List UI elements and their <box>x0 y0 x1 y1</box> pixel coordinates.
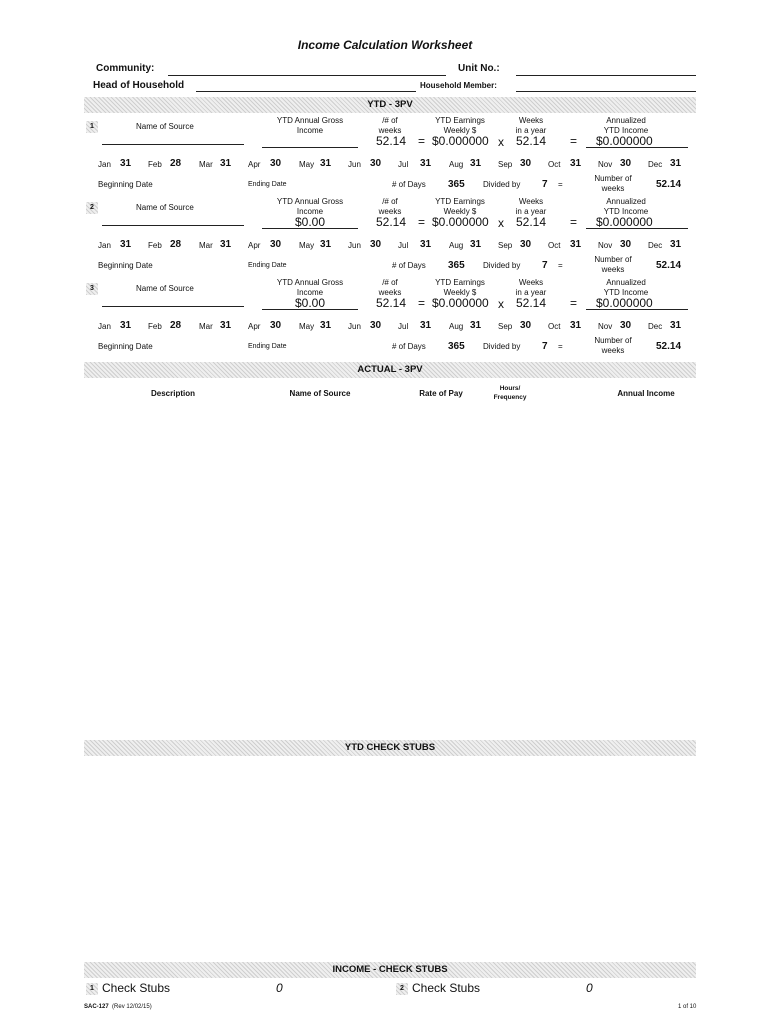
ytd-annualized-header: Annualized YTD Income <box>603 278 649 297</box>
month-days: 30 <box>270 320 282 331</box>
col-annual-income: Annual Income <box>617 389 675 398</box>
page-title: Income Calculation Worksheet <box>297 38 473 52</box>
month-days: 30 <box>370 239 382 250</box>
month-label: Aug <box>449 241 464 250</box>
month-days: 31 <box>120 158 132 169</box>
ytd-source-number: 1 <box>86 121 98 133</box>
income-stub-number: 2 <box>396 983 408 995</box>
col-name-of-source: Name of Source <box>289 389 351 398</box>
number-of-weeks-value: 52.14 <box>656 260 682 271</box>
month-label: Feb <box>148 160 162 169</box>
ytd-annualized-value: $0.000000 <box>596 215 653 229</box>
days-value: 365 <box>448 179 465 190</box>
ytd-gross-income-header: YTD Annual Gross Income <box>276 197 344 216</box>
equals-sign: = <box>570 296 578 310</box>
ytd-weekly-value: $0.000000 <box>432 215 489 229</box>
month-days: 31 <box>670 320 682 331</box>
ytd-annualized-line <box>586 147 688 148</box>
month-label: May <box>299 322 315 331</box>
col-description: Description <box>150 389 195 398</box>
times-sign: x <box>498 216 504 230</box>
ytd-name-of-source-label: Name of Source <box>136 122 194 131</box>
month-days: 31 <box>670 158 682 169</box>
month-days: 30 <box>520 239 532 250</box>
month-label: Oct <box>548 160 561 169</box>
equals-sign: = <box>418 134 426 148</box>
ytd-earnings-header: YTD Earnings Weekly $ <box>435 116 485 135</box>
ytd-weekly-value: $0.000000 <box>432 134 489 148</box>
month-label: Feb <box>148 322 162 331</box>
month-label: Dec <box>648 241 663 250</box>
ytd-source-line[interactable] <box>102 144 244 145</box>
community-label: Community: <box>96 63 155 74</box>
equals-sign: = <box>570 134 578 148</box>
ending-date-label: Ending Date <box>248 343 287 350</box>
month-label: Apr <box>248 322 261 331</box>
times-sign: x <box>498 135 504 149</box>
ytd-gross-income-value[interactable]: $0.00 <box>294 296 326 310</box>
month-label: Oct <box>548 322 561 331</box>
month-label: Feb <box>148 241 162 250</box>
income-stub-value[interactable]: 0 <box>586 981 593 995</box>
month-label: Apr <box>248 241 261 250</box>
month-label: Jan <box>98 160 111 169</box>
ytd-source-line[interactable] <box>102 225 244 226</box>
month-days: 31 <box>670 239 682 250</box>
ytd-weeks-in-year-header: Weeks in a year <box>515 197 547 216</box>
month-days: 28 <box>170 158 182 169</box>
month-label: Nov <box>598 322 613 331</box>
month-days: 31 <box>220 320 232 331</box>
month-label: Jul <box>398 241 409 250</box>
month-label: Dec <box>648 160 663 169</box>
divisor-value: 7 <box>542 341 548 352</box>
ytd-earnings-header: YTD Earnings Weekly $ <box>435 278 485 297</box>
month-days: 31 <box>120 320 132 331</box>
month-label: May <box>299 241 315 250</box>
income-stubs-header: INCOME - CHECK STUBS <box>84 962 696 978</box>
month-days: 31 <box>320 158 332 169</box>
month-label: Aug <box>449 322 464 331</box>
month-label: Nov <box>598 160 613 169</box>
month-label: Jul <box>398 322 409 331</box>
ytd-earnings-header: YTD Earnings Weekly $ <box>435 197 485 216</box>
beginning-date-label: Beginning Date <box>98 342 153 351</box>
number-of-weeks-value: 52.14 <box>656 341 682 352</box>
actual-section-header: ACTUAL - 3PV <box>84 362 696 378</box>
month-days: 31 <box>470 320 482 331</box>
income-stub-number: 1 <box>86 983 98 995</box>
days-label: # of Days <box>392 180 426 189</box>
month-label: May <box>299 160 315 169</box>
ending-date-label: Ending Date <box>248 262 287 269</box>
col-rate-of-pay: Rate of Pay <box>419 389 463 398</box>
ytd-annualized-line <box>586 228 688 229</box>
month-label: Apr <box>248 160 261 169</box>
ytd-annualized-header: Annualized YTD Income <box>603 197 649 216</box>
month-days: 31 <box>420 239 432 250</box>
ytd-gross-income-header: YTD Annual Gross Income <box>276 278 344 297</box>
month-label: Jun <box>348 160 361 169</box>
ytd-weeks-value: 52.14 <box>376 215 407 229</box>
page-number: 1 of 10 <box>678 1004 697 1010</box>
number-of-weeks-label: Number of weeks <box>594 255 632 274</box>
ytd-weeks-header: /# of weeks <box>378 116 402 135</box>
month-days: 31 <box>470 239 482 250</box>
ytd-source-line[interactable] <box>102 306 244 307</box>
household-member-label: Household Member: <box>420 81 497 90</box>
ytd-weeks-in-year-value: 52.14 <box>516 134 547 148</box>
head-of-household-field[interactable] <box>196 91 416 92</box>
ytd-weeks-in-year-value: 52.14 <box>516 296 547 310</box>
days-label: # of Days <box>392 342 426 351</box>
month-days: 31 <box>570 158 582 169</box>
community-field[interactable] <box>168 75 446 76</box>
month-days: 28 <box>170 239 182 250</box>
month-label: Jan <box>98 322 111 331</box>
ytd-gross-line <box>262 147 358 148</box>
number-of-weeks-value: 52.14 <box>656 179 682 190</box>
col-hours-frequency: Hours/ Frequency <box>493 385 527 401</box>
month-days: 30 <box>620 158 632 169</box>
month-label: Oct <box>548 241 561 250</box>
ytd-weeks-in-year-value: 52.14 <box>516 215 547 229</box>
ytd-annualized-value: $0.000000 <box>596 296 653 310</box>
month-days: 30 <box>620 239 632 250</box>
month-days: 31 <box>470 158 482 169</box>
ytd-annualized-value: $0.000000 <box>596 134 653 148</box>
beginning-date-label: Beginning Date <box>98 180 153 189</box>
ytd-weeks-header: /# of weeks <box>378 278 402 297</box>
days-value: 365 <box>448 260 465 271</box>
month-days: 30 <box>520 320 532 331</box>
month-days: 31 <box>120 239 132 250</box>
days-label: # of Days <box>392 261 426 270</box>
month-label: Mar <box>199 241 213 250</box>
equals-sign: = <box>570 215 578 229</box>
month-label: Jul <box>398 160 409 169</box>
divided-by-label: Divided by <box>483 180 521 189</box>
month-label: Jun <box>348 322 361 331</box>
ytd-weeks-value: 52.14 <box>376 134 407 148</box>
ytd-source-number: 3 <box>86 283 98 295</box>
equals-sign: = <box>418 296 426 310</box>
ytd-weeks-value: 52.14 <box>376 296 407 310</box>
month-label: Dec <box>648 322 663 331</box>
household-member-field[interactable] <box>516 91 696 92</box>
equals-sign: = <box>418 215 426 229</box>
ytd-weeks-in-year-header: Weeks in a year <box>515 116 547 135</box>
ytd-gross-line <box>262 309 358 310</box>
month-days: 31 <box>570 320 582 331</box>
month-days: 31 <box>320 239 332 250</box>
month-label: Sep <box>498 241 513 250</box>
month-days: 28 <box>170 320 182 331</box>
head-of-household-label: Head of Household <box>93 80 185 91</box>
unit-label: Unit No.: <box>458 63 500 74</box>
month-label: Mar <box>199 322 213 331</box>
month-days: 31 <box>220 158 232 169</box>
form-id: SAC-127 (Rev 12/02/15) <box>84 1004 152 1010</box>
unit-field[interactable] <box>516 75 696 76</box>
ytd-gross-line <box>262 228 358 229</box>
month-days: 30 <box>270 158 282 169</box>
month-days: 31 <box>420 158 432 169</box>
month-days: 30 <box>270 239 282 250</box>
divisor-value: 7 <box>542 260 548 271</box>
ytd-source-number: 2 <box>86 202 98 214</box>
ytd-weekly-value: $0.000000 <box>432 296 489 310</box>
ytd-name-of-source-label: Name of Source <box>136 284 194 293</box>
ytd-name-of-source-label: Name of Source <box>136 203 194 212</box>
income-stub-label: Check Stubs <box>102 981 171 995</box>
ytd-section-header: YTD - 3PV <box>84 97 696 113</box>
equals-sign: = <box>558 180 563 189</box>
days-value: 365 <box>448 341 465 352</box>
ytd-weeks-header: /# of weeks <box>378 197 402 216</box>
divided-by-label: Divided by <box>483 342 521 351</box>
income-stub-value[interactable]: 0 <box>276 981 283 995</box>
stubs-section-header: YTD CHECK STUBS <box>84 740 696 756</box>
divided-by-label: Divided by <box>483 261 521 270</box>
month-days: 31 <box>320 320 332 331</box>
month-days: 31 <box>570 239 582 250</box>
month-days: 30 <box>520 158 532 169</box>
month-label: Jun <box>348 241 361 250</box>
times-sign: x <box>498 297 504 311</box>
ending-date-label: Ending Date <box>248 181 287 188</box>
equals-sign: = <box>558 261 563 270</box>
divisor-value: 7 <box>542 179 548 190</box>
month-days: 30 <box>370 158 382 169</box>
month-days: 31 <box>220 239 232 250</box>
month-label: Nov <box>598 241 613 250</box>
income-stub-label: Check Stubs <box>412 981 481 995</box>
ytd-annualized-header: Annualized YTD Income <box>603 116 649 135</box>
number-of-weeks-label: Number of weeks <box>594 174 632 193</box>
month-label: Sep <box>498 160 513 169</box>
ytd-gross-income-value[interactable]: $0.00 <box>294 215 326 229</box>
number-of-weeks-label: Number of weeks <box>594 336 632 355</box>
ytd-weeks-in-year-header: Weeks in a year <box>515 278 547 297</box>
month-label: Jan <box>98 241 111 250</box>
month-days: 30 <box>620 320 632 331</box>
month-days: 31 <box>420 320 432 331</box>
month-label: Mar <box>199 160 213 169</box>
month-label: Aug <box>449 160 464 169</box>
month-label: Sep <box>498 322 513 331</box>
ytd-gross-income-header: YTD Annual Gross Income <box>276 116 344 135</box>
beginning-date-label: Beginning Date <box>98 261 153 270</box>
equals-sign: = <box>558 342 563 351</box>
month-days: 30 <box>370 320 382 331</box>
ytd-annualized-line <box>586 309 688 310</box>
